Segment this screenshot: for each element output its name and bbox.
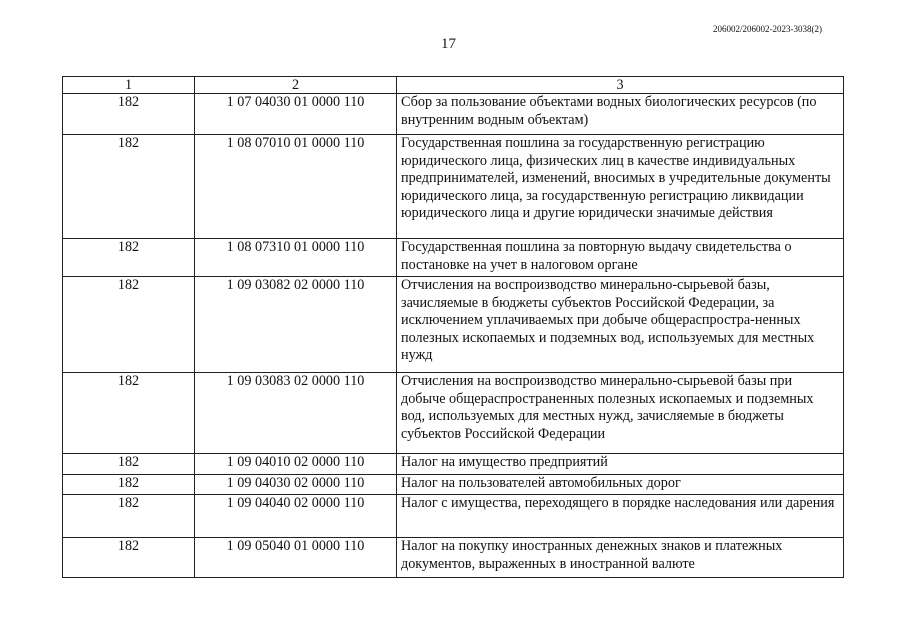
document-id: 206002/206002-2023-3038(2): [713, 24, 822, 34]
table-row: [63, 495, 844, 538]
budget-code-cell: 1 09 03082 02 0000 110: [195, 277, 397, 373]
admin-code-cell: 182: [63, 277, 195, 373]
admin-code-cell: 182: [63, 538, 195, 578]
budget-code-cell: 1 09 05040 01 0000 110: [195, 538, 397, 578]
table-row: [63, 239, 844, 277]
budget-codes-table: [62, 76, 844, 578]
budget-code-cell: 1 07 04030 01 0000 110: [195, 94, 397, 135]
table-header-row: [63, 77, 844, 94]
budget-code-cell: 1 09 04010 02 0000 110: [195, 454, 397, 475]
revenue-name-cell: Налог на пользователей автомобильных дорог: [397, 475, 844, 495]
revenue-name-cell: Налог на имущество предприятий: [397, 454, 844, 475]
revenue-name-cell: Отчисления на воспроизводство минерально-сырьевой базы, зачисляемые в бюджеты субъектов Российской Федерации, за исключением уплачиваемых при добыче общераспростра-ненных полезных ископаемых и подземных вод, используемых для местных нужд: [397, 277, 844, 373]
column-header-2: 2: [195, 77, 397, 94]
budget-code-cell: 1 08 07010 01 0000 110: [195, 135, 397, 239]
revenue-name-cell: Отчисления на воспроизводство минерально-сырьевой базы при добыче общераспространенных полезных ископаемых и подземных вод, используемых для местных нужд, зачисляемые в бюджеты субъектов Российской Федерации: [397, 373, 844, 454]
table-row: [63, 475, 844, 495]
admin-code-cell: 182: [63, 475, 195, 495]
admin-code-cell: 182: [63, 454, 195, 475]
table-row: [63, 538, 844, 578]
column-header-1: 1: [63, 77, 195, 94]
budget-code-cell: 1 08 07310 01 0000 110: [195, 239, 397, 277]
page-number: 17: [441, 36, 456, 52]
table-row: [63, 135, 844, 239]
admin-code-cell: 182: [63, 239, 195, 277]
revenue-name-cell: Государственная пошлина за государственную регистрацию юридического лица, физических лиц в качестве индивидуальных предпринимателей, изменений, вносимых в учредительные документы юридического лица, за государственную регистрацию ликвидации юридического лица и другие юридически значимые действия: [397, 135, 844, 239]
admin-code-cell: 182: [63, 94, 195, 135]
revenue-name-cell: Налог с имущества, переходящего в порядке наследования или дарения: [397, 495, 844, 538]
table-row: [63, 373, 844, 454]
table-row: [63, 277, 844, 373]
admin-code-cell: 182: [63, 135, 195, 239]
table-row: [63, 94, 844, 135]
budget-code-cell: 1 09 04040 02 0000 110: [195, 495, 397, 538]
revenue-name-cell: Сбор за пользование объектами водных биологических ресурсов (по внутренним водным объектам): [397, 94, 844, 135]
budget-code-cell: 1 09 03083 02 0000 110: [195, 373, 397, 454]
table-row: [63, 454, 844, 475]
revenue-name-cell: Государственная пошлина за повторную выдачу свидетельства о постановке на учет в налоговом органе: [397, 239, 844, 277]
admin-code-cell: 182: [63, 373, 195, 454]
admin-code-cell: 182: [63, 495, 195, 538]
column-header-3: 3: [397, 77, 844, 94]
revenue-name-cell: Налог на покупку иностранных денежных знаков и платежных документов, выраженных в иностранной валюте: [397, 538, 844, 578]
budget-code-cell: 1 09 04030 02 0000 110: [195, 475, 397, 495]
